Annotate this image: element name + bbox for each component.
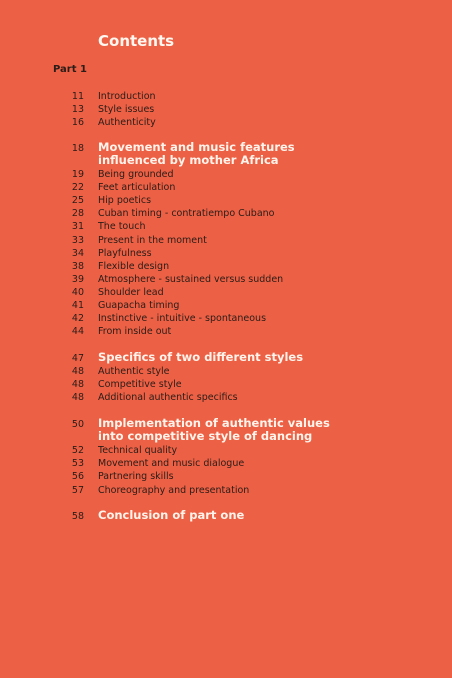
toc-entry: Hip poetics [98,195,152,206]
page-number: 57 [71,485,84,496]
page-number: 11 [71,91,84,102]
toc-entry: Instinctive - intuitive - spontaneous [98,313,267,324]
page-number: 40 [71,287,84,298]
toc-entry: Playfulness [98,248,152,259]
toc-entry: Partnering skills [98,471,174,482]
page-title: Contents [98,32,175,50]
toc-entry: Cuban timing - contratiempo Cubano [98,208,275,219]
section-heading: Movement and music features [98,140,295,154]
page-number: 53 [71,458,84,469]
toc-entry: Introduction [98,91,156,102]
toc-entry: Feet articulation [98,182,176,193]
page-number: 50 [71,419,84,430]
page-number: 33 [71,235,84,246]
section-heading: Implementation of authentic values [98,416,330,430]
toc-entry: Technical quality [98,445,178,456]
toc-entry: Atmosphere - sustained versus sudden [98,274,284,285]
page-number: 48 [71,379,84,390]
section-heading: Specifics of two different styles [98,350,304,364]
part-label: Part 1 [53,64,87,75]
page-number: 56 [71,471,84,482]
toc-entry: Authentic style [98,366,170,377]
toc-entry: Authenticity [98,117,156,128]
toc-entry: Style issues [98,104,155,115]
page-number: 19 [71,169,84,180]
toc-entry: Shoulder lead [98,287,164,298]
toc-entry: The touch [98,221,146,232]
toc-entry: Flexible design [98,261,170,272]
page-number: 38 [71,261,84,272]
page-number: 47 [71,353,84,364]
page-number: 13 [71,104,84,115]
toc-entry: Present in the moment [98,235,207,246]
toc-entry: Guapacha timing [98,300,180,311]
page-number: 58 [71,511,84,522]
page-number: 18 [71,143,84,154]
page-number: 48 [71,366,84,377]
toc-entry: Movement and music dialogue [98,458,245,469]
toc-entry: Competitive style [98,379,182,390]
toc-entry: From inside out [98,326,172,337]
page-number: 52 [71,445,84,456]
section-heading-line2: into competitive style of dancing [98,429,313,443]
toc-entry: Additional authentic specifics [98,392,238,403]
section-heading: Conclusion of part one [98,508,245,522]
page-number: 16 [71,117,84,128]
page-number: 34 [71,248,84,259]
toc-entry: Being grounded [98,169,174,180]
page-number: 39 [71,274,84,285]
page-number: 31 [71,221,84,232]
page-number: 25 [71,195,84,206]
page-number: 22 [71,182,84,193]
toc-entry: Choreography and presentation [98,485,250,496]
page-number: 44 [71,326,84,337]
section-heading-line2: influenced by mother Africa [98,153,279,167]
page-number: 41 [71,300,84,311]
page-number: 28 [71,208,84,219]
page-number: 42 [71,313,84,324]
page-number: 48 [71,392,84,403]
